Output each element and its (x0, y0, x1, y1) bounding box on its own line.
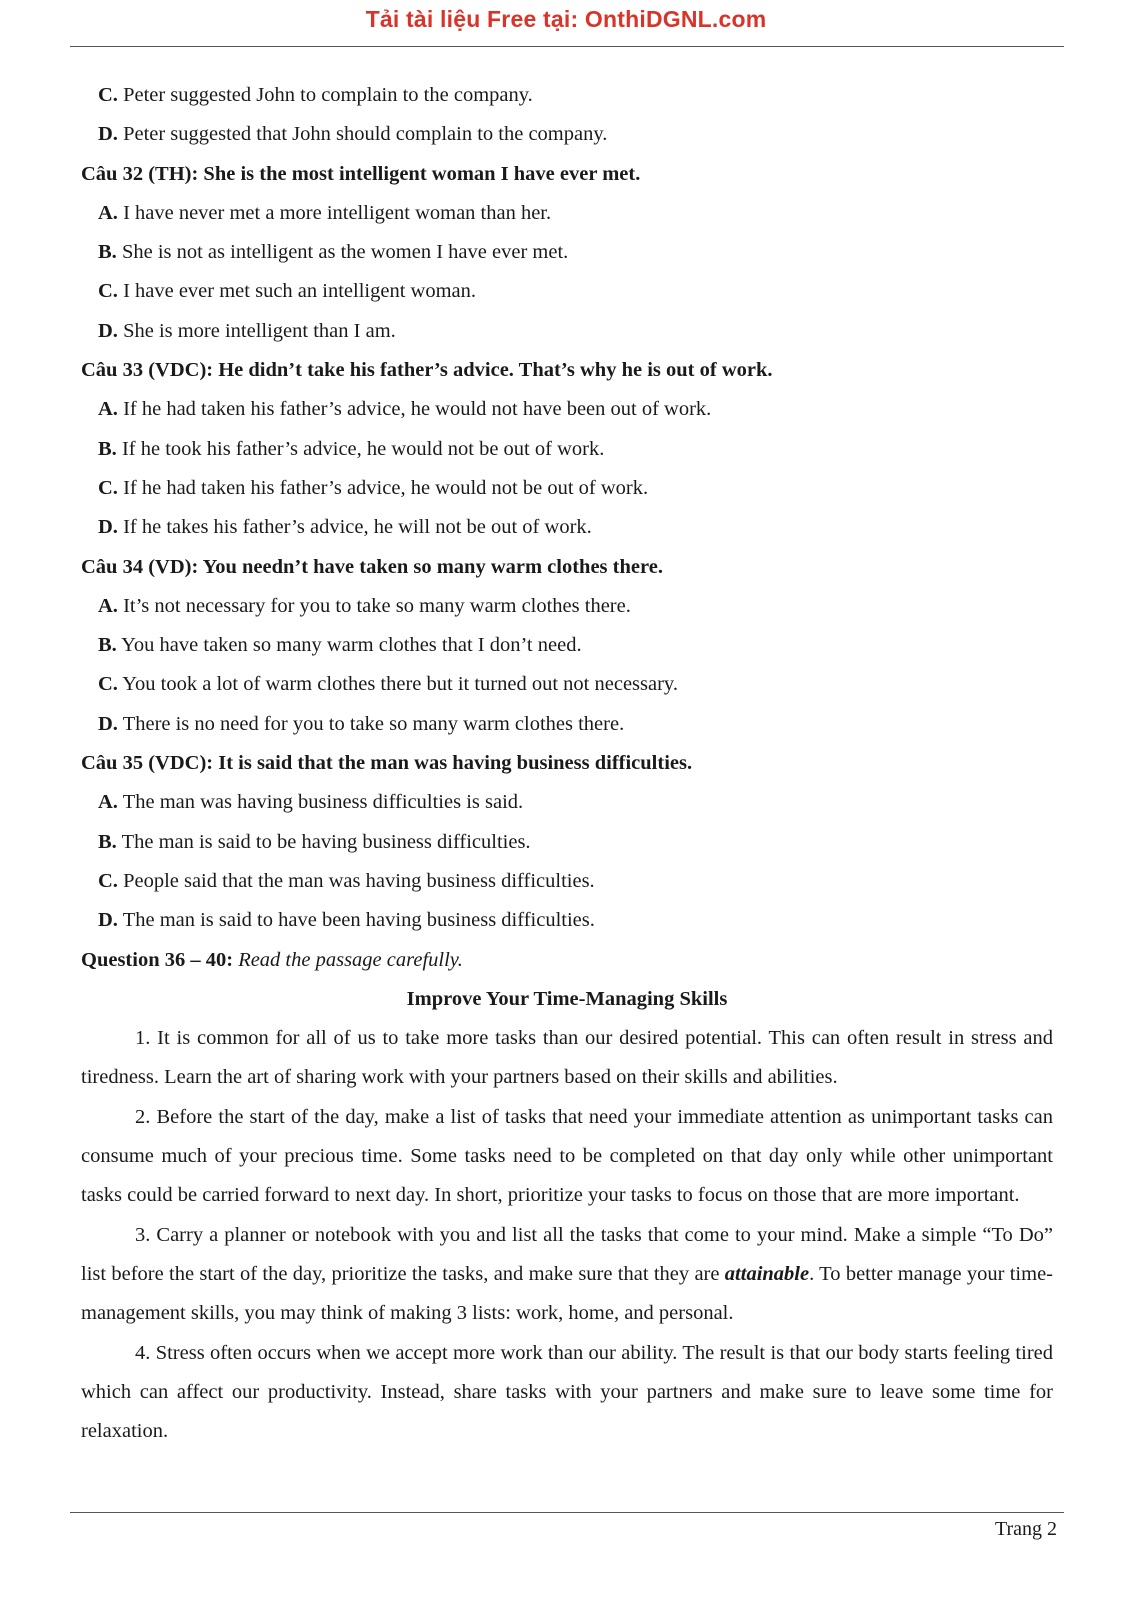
site-banner[interactable]: Tải tài liệu Free tại: OnthiDGNL.com (365, 6, 767, 32)
passage-paragraph-2: 2. Before the start of the day, make a list of tasks that need your immediate attention as unimportant tasks can consume much of your precious time. Some tasks need to be completed on that day only while other unimportant tasks could be carried forward to next day. In short, prioritize your tasks to focus on those that are more important. (81, 1105, 1053, 1207)
passage-title: Improve Your Time-Managing Skills (406, 987, 728, 1010)
passage-intro (81, 941, 1053, 980)
option-a: A. The man was having business difficulties is said. (98, 791, 524, 814)
option-a: A. It’s not necessary for you to take so many warm clothes there. (98, 594, 631, 617)
option-b: B. The man is said to be having business difficulties. (98, 830, 531, 853)
passage-intro-label: Question 36 – 40: (81, 948, 234, 971)
option-d: D. Peter suggested that John should complain to the company. (98, 123, 608, 146)
option-c: C. Peter suggested John to complain to the company. (98, 84, 533, 106)
option-c: C. I have ever met such an intelligent woman. (98, 280, 476, 303)
option-d: D. She is more intelligent than I am. (98, 319, 396, 342)
highlighted-word: attainable (724, 1262, 810, 1285)
question-stem: Câu 33 (VDC): He didn’t take his father’s advice. That’s why he is out of work. (81, 359, 773, 382)
option-c: C. If he had taken his father’s advice, he would not be out of work. (98, 476, 649, 499)
option-b: B. If he took his father’s advice, he would not be out of work. (98, 437, 605, 460)
header-rule (70, 46, 1064, 47)
page-number: Trang 2 (994, 1518, 1057, 1540)
question-stem: Câu 32 (TH): She is the most intelligent woman I have ever met. (81, 162, 641, 185)
passage-body (81, 1019, 1053, 1451)
option-c: C. You took a lot of warm clothes there but it turned out not necessary. (98, 673, 678, 696)
option-d: D. There is no need for you to take so many warm clothes there. (98, 712, 625, 735)
option-a: A. I have never met a more intelligent woman than her. (98, 201, 552, 224)
passage-intro-text: Read the passage carefully. (233, 948, 463, 971)
option-b: B. She is not as intelligent as the women I have ever met. (98, 241, 569, 264)
option-d: D. The man is said to have been having business difficulties. (98, 909, 595, 932)
option-c: C. People said that the man was having business difficulties. (98, 869, 595, 892)
option-a: A. If he had taken his father’s advice, he would not have been out of work. (98, 398, 712, 421)
passage-paragraph-1: 1. It is common for all of us to take more tasks than our desired potential. This can often result in stress and tiredness. Learn the art of sharing work with your partners based on their skills and abilities. (81, 1027, 1053, 1089)
footer-rule (70, 1512, 1064, 1513)
question-stem: Câu 34 (VD): You needn’t have taken so many warm clothes there. (81, 555, 663, 578)
option-d: D. If he takes his father’s advice, he will not be out of work. (98, 516, 592, 539)
passage-paragraph-3: 3. Carry a planner or notebook with you and list all the tasks that come to your mind. Make a simple “To Do” list before the start of the day, prioritize the tasks, and make sure that they are attainable. To better manage your time-management skills, you may think of making 3 lists: work, home, and personal. (81, 1223, 1054, 1325)
question-stem: Câu 35 (VDC): It is said that the man was having business difficulties. (81, 752, 693, 775)
option-b: B. You have taken so many warm clothes that I don’t need. (98, 634, 582, 657)
passage-paragraph-4: 4. Stress often occurs when we accept more work than our ability. The result is that our body starts feeling tired which can affect our productivity. Instead, share tasks with your partners and make sure to leave some time for relaxation. (81, 1341, 1053, 1443)
page-content (81, 76, 1053, 1451)
